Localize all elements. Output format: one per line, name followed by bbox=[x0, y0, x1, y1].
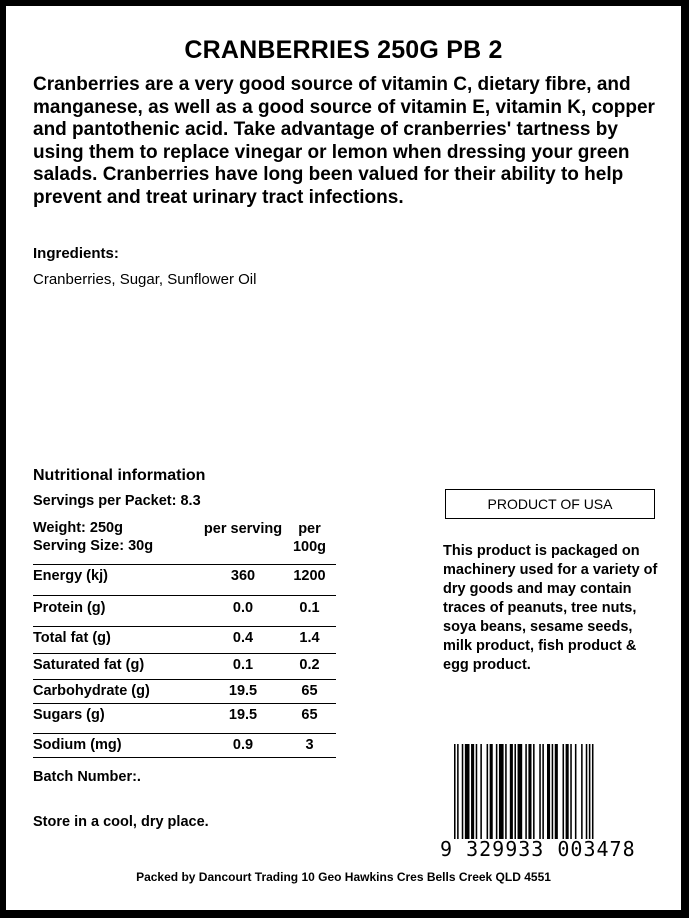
barcode-bar bbox=[555, 744, 558, 839]
per-100g-value: 0.1 bbox=[299, 600, 320, 616]
nutrition-row bbox=[33, 737, 336, 757]
barcode-bar bbox=[510, 744, 513, 839]
barcode-number: 9 329933 003478 bbox=[440, 837, 636, 861]
per-serving-value: 0.9 bbox=[232, 737, 254, 753]
nutrition-row bbox=[33, 707, 336, 727]
per-serving-value: 19.5 bbox=[228, 683, 258, 699]
table-rule bbox=[33, 757, 336, 758]
storage-instructions: Store in a cool, dry place. bbox=[33, 814, 209, 830]
barcode-bar bbox=[552, 744, 554, 839]
barcode bbox=[454, 744, 647, 839]
per-100g-value: 65 bbox=[301, 683, 318, 699]
nutrient-name: Saturated fat (g) bbox=[33, 657, 145, 673]
batch-number: Batch Number:. bbox=[33, 769, 141, 785]
nutrient-name: Total fat (g) bbox=[33, 630, 111, 646]
per-serving-value: 0.1 bbox=[232, 657, 254, 673]
per-100g-value: 0.2 bbox=[299, 657, 320, 673]
barcode-bar bbox=[592, 744, 594, 839]
table-rule bbox=[33, 626, 336, 627]
barcode-bar bbox=[533, 744, 535, 839]
barcode-bar bbox=[480, 744, 482, 839]
country-of-origin-box: PRODUCT OF USA bbox=[445, 489, 655, 519]
barcode-bar bbox=[528, 744, 531, 839]
nutrient-name: Sugars (g) bbox=[33, 707, 105, 723]
barcode-bar bbox=[525, 744, 527, 839]
barcode-bar bbox=[471, 744, 474, 839]
barcode-bar bbox=[462, 744, 464, 839]
nutrient-name: Carbohydrate (g) bbox=[33, 683, 150, 699]
weight-label: Weight: 250g bbox=[33, 520, 123, 536]
product-title: CRANBERRIES 250G PB 2 bbox=[184, 36, 503, 64]
product-description: Cranberries are a very good source of vitamin C, dietary fibre, and manganese, as well as a good source of vitamin E, vitamin K, copper and pantothenic acid. Take advantage of cranberries' tartness by using them to replace vinegar or lemon when dressing your green salads. Cranberries have long been valued for their ability to help prevent and treat urinary tract infections. bbox=[33, 74, 655, 208]
servings-per-packet: Servings per Packet: 8.3 bbox=[33, 493, 201, 509]
per-serving-value: 19.5 bbox=[228, 707, 258, 723]
barcode-bar bbox=[496, 744, 498, 839]
serving-size-label: Serving Size: 30g bbox=[33, 538, 154, 554]
product-label bbox=[6, 6, 681, 910]
per-100g-value: 65 bbox=[301, 707, 318, 723]
table-rule bbox=[33, 733, 336, 734]
nutrition-table bbox=[33, 516, 336, 753]
nutrition-row bbox=[33, 600, 336, 620]
barcode-bar bbox=[566, 744, 569, 839]
barcode-bar bbox=[457, 744, 459, 839]
barcode-bar bbox=[518, 744, 523, 839]
nutrition-row bbox=[33, 683, 336, 703]
barcode-bar bbox=[454, 744, 456, 839]
table-rule bbox=[33, 679, 336, 680]
barcode-bar bbox=[465, 744, 470, 839]
nutrient-name: Protein (g) bbox=[33, 600, 106, 616]
nutrition-row bbox=[33, 630, 336, 650]
barcode-bar bbox=[575, 744, 577, 839]
table-rule bbox=[33, 653, 336, 654]
barcode-bar bbox=[542, 744, 544, 839]
nutrition-row bbox=[33, 657, 336, 677]
barcode-bar bbox=[499, 744, 504, 839]
barcode-bar bbox=[476, 744, 478, 839]
per-100g-header: per 100g bbox=[292, 521, 327, 555]
per-100g-value: 1200 bbox=[293, 568, 326, 584]
barcode-bar bbox=[487, 744, 489, 839]
allergen-statement: This product is packaged on machinery used for a variety of dry goods and may contain traces of peanuts, tree nuts, soya beans, sesame seeds, milk product, fish product & egg product. bbox=[443, 543, 658, 673]
nutrition-row bbox=[33, 568, 336, 588]
barcode-bar bbox=[570, 744, 572, 839]
barcode-bar bbox=[514, 744, 516, 839]
barcode-bar bbox=[563, 744, 565, 839]
per-100g-value: 3 bbox=[305, 737, 314, 753]
nutrient-name: Energy (kj) bbox=[33, 568, 108, 584]
barcode-bar bbox=[539, 744, 541, 839]
per-serving-value: 360 bbox=[230, 568, 256, 584]
barcode-bar bbox=[586, 744, 588, 839]
ingredients-heading: Ingredients: bbox=[33, 245, 119, 262]
per-100g-value: 1.4 bbox=[299, 630, 320, 646]
nutrition-table-header bbox=[33, 516, 336, 564]
barcode-bar bbox=[505, 744, 507, 839]
per-serving-value: 0.0 bbox=[232, 600, 254, 616]
table-rule bbox=[33, 564, 336, 565]
per-serving-value: 0.4 bbox=[232, 630, 254, 646]
barcode-bar bbox=[589, 744, 591, 839]
barcode-bar bbox=[547, 744, 550, 839]
per-serving-header: per serving bbox=[203, 521, 283, 537]
nutrient-name: Sodium (mg) bbox=[33, 737, 122, 753]
packed-by: Packed by Dancourt Trading 10 Geo Hawkins Cres Bells Creek QLD 4551 bbox=[136, 870, 551, 884]
table-rule bbox=[33, 595, 336, 596]
ingredients-text: Cranberries, Sugar, Sunflower Oil bbox=[33, 271, 257, 288]
barcode-bar bbox=[490, 744, 493, 839]
table-rule bbox=[33, 703, 336, 704]
barcode-bar bbox=[581, 744, 583, 839]
nutrition-heading: Nutritional information bbox=[33, 467, 206, 484]
